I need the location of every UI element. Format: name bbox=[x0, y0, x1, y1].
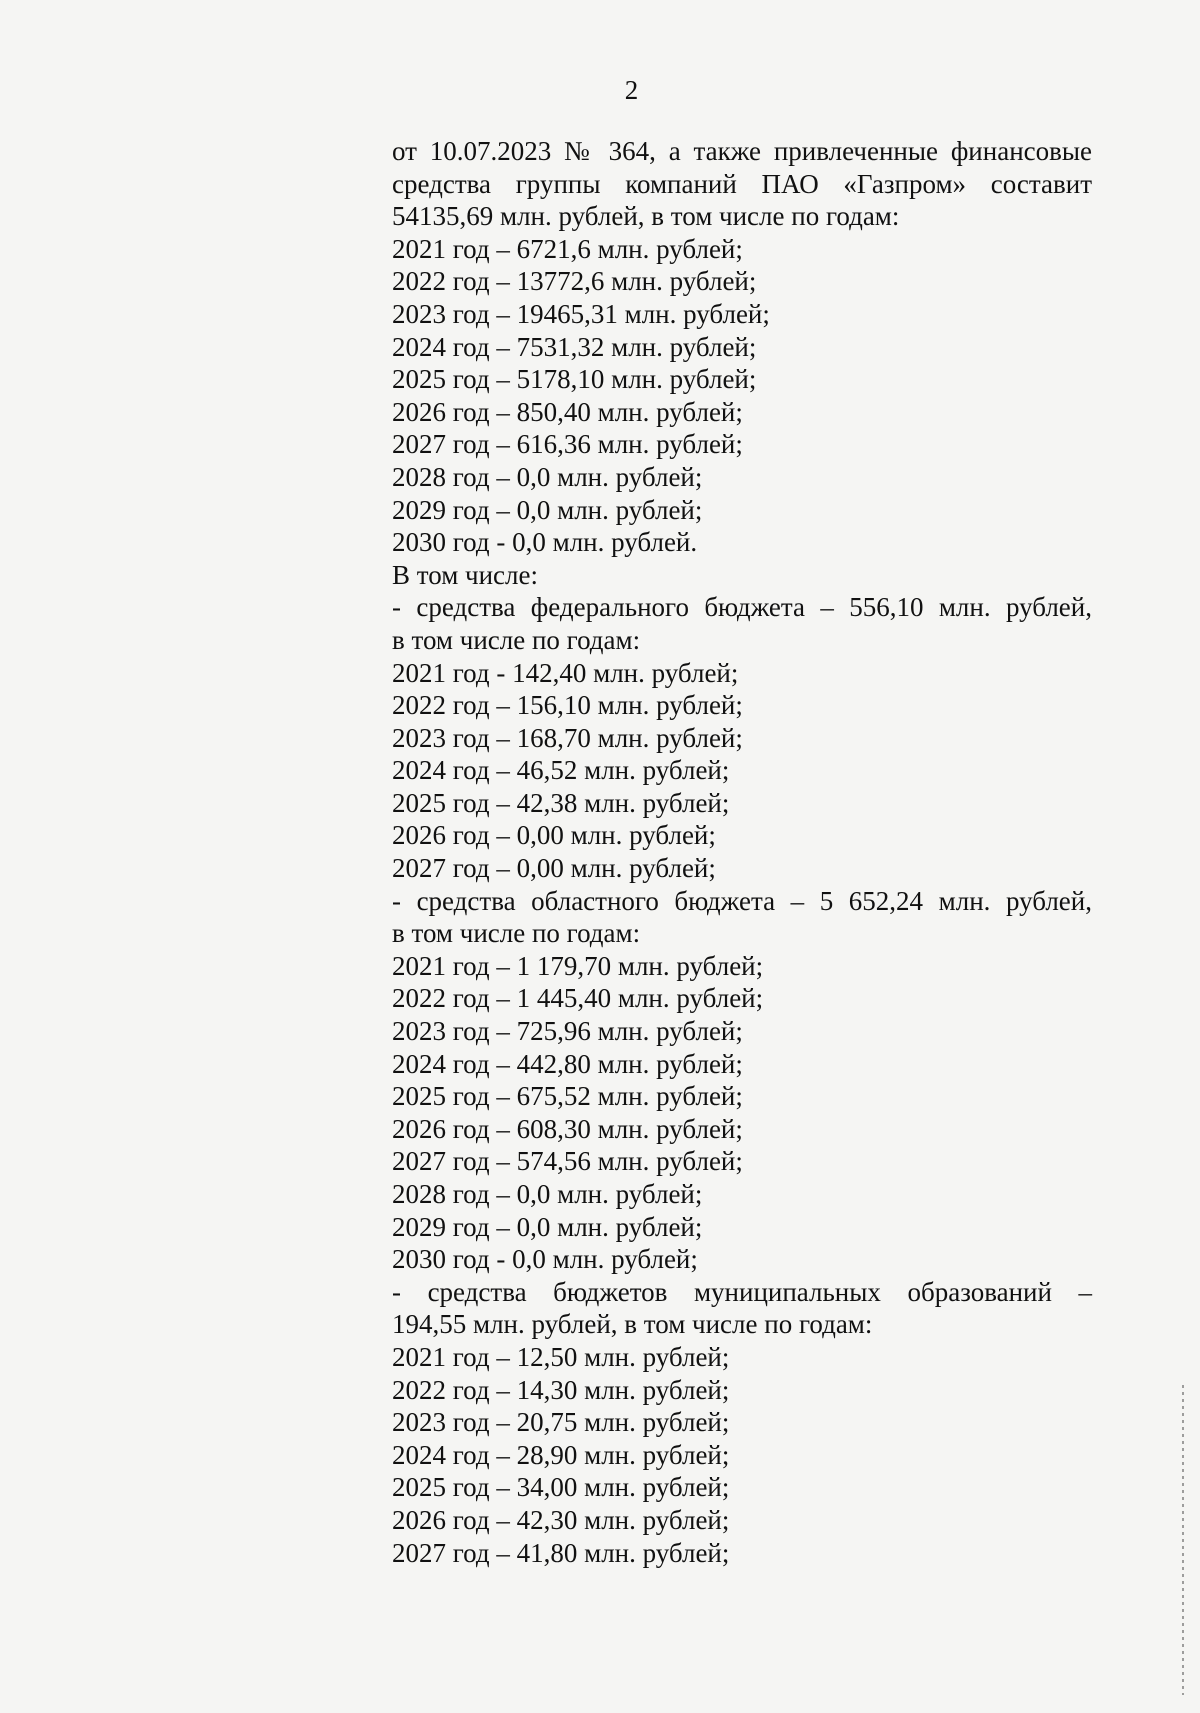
year-line: 2022 год – 156,10 млн. рублей; bbox=[392, 690, 743, 721]
year-line: 2024 год – 28,90 млн. рублей; bbox=[392, 1439, 730, 1470]
year-line: 2024 год – 442,80 млн. рублей; bbox=[392, 1048, 743, 1079]
paragraph-line: от 10.07.2023 № 364, а также привлеченные финансовые bbox=[392, 136, 1092, 166]
year-line: 2026 год – 0,00 млн. рублей; bbox=[392, 820, 716, 851]
year-line: 2022 год – 1 445,40 млн. рублей; bbox=[392, 983, 764, 1014]
year-line: 2029 год – 0,0 млн. рублей; bbox=[392, 494, 703, 525]
year-line: 2022 год – 14,30 млн. рублей; bbox=[392, 1374, 730, 1405]
year-line: 2026 год – 850,40 млн. рублей; bbox=[392, 396, 743, 427]
municipal-budget-line: - средства бюджетов муниципальных образований – bbox=[392, 1276, 1092, 1307]
including-label: В том числе: bbox=[392, 559, 538, 590]
document-body bbox=[392, 135, 1092, 1569]
year-line: 2023 год – 725,96 млн. рублей; bbox=[392, 1016, 743, 1047]
municipal-budget-subline: 194,55 млн. рублей, в том числе по годам: bbox=[392, 1309, 873, 1340]
year-line: 2030 год - 0,0 млн. рублей; bbox=[392, 1244, 698, 1275]
year-line: 2030 год - 0,0 млн. рублей. bbox=[392, 527, 698, 558]
year-line: 2025 год – 42,38 млн. рублей; bbox=[392, 787, 730, 818]
year-line: 2027 год – 616,36 млн. рублей; bbox=[392, 429, 743, 460]
year-line: 2025 год – 675,52 млн. рублей; bbox=[392, 1081, 743, 1112]
year-line: 2021 год - 142,40 млн. рублей; bbox=[392, 657, 739, 688]
year-line: 2028 год – 0,0 млн. рублей; bbox=[392, 461, 703, 492]
scan-edge-mark bbox=[1182, 1385, 1184, 1695]
paragraph-line: средства группы компаний ПАО «Газпром» составит bbox=[392, 168, 1092, 199]
year-line: 2023 год – 19465,31 млн. рублей; bbox=[392, 298, 770, 329]
year-line: 2025 год – 34,00 млн. рублей; bbox=[392, 1472, 730, 1503]
page-number: 2 bbox=[624, 75, 639, 105]
year-line: 2029 год – 0,0 млн. рублей; bbox=[392, 1211, 703, 1242]
year-line: 2021 год – 6721,6 млн. рублей; bbox=[392, 233, 743, 264]
year-line: 2027 год – 574,56 млн. рублей; bbox=[392, 1146, 743, 1177]
regional-budget-line: - средства областного бюджета – 5 652,24 млн. рублей, bbox=[392, 885, 1092, 916]
year-line: 2024 год – 7531,32 млн. рублей; bbox=[392, 331, 757, 362]
paragraph-line: 54135,69 млн. рублей, в том числе по годам: bbox=[392, 201, 900, 232]
year-line: 2021 год – 12,50 млн. рублей; bbox=[392, 1341, 730, 1372]
year-line: 2028 год – 0,0 млн. рублей; bbox=[392, 1179, 703, 1209]
year-line: 2021 год – 1 179,70 млн. рублей; bbox=[392, 950, 764, 981]
year-line: 2027 год – 0,00 млн. рублей; bbox=[392, 853, 716, 884]
federal-budget-line: - средства федерального бюджета – 556,10 млн. рублей, bbox=[392, 592, 1092, 623]
year-line: 2026 год – 608,30 млн. рублей; bbox=[392, 1113, 743, 1144]
year-line: 2022 год – 13772,6 млн. рублей; bbox=[392, 266, 757, 297]
year-line: 2023 год – 168,70 млн. рублей; bbox=[392, 722, 743, 753]
regional-budget-subline: в том числе по годам: bbox=[392, 918, 641, 949]
year-line: 2023 год – 20,75 млн. рублей; bbox=[392, 1407, 730, 1438]
year-line: 2026 год – 42,30 млн. рублей; bbox=[392, 1504, 730, 1535]
year-line: 2024 год – 46,52 млн. рублей; bbox=[392, 755, 730, 786]
year-line: 2027 год – 41,80 млн. рублей; bbox=[392, 1537, 730, 1568]
year-line: 2025 год – 5178,10 млн. рублей; bbox=[392, 364, 757, 395]
federal-budget-subline: в том числе по годам: bbox=[392, 624, 641, 655]
